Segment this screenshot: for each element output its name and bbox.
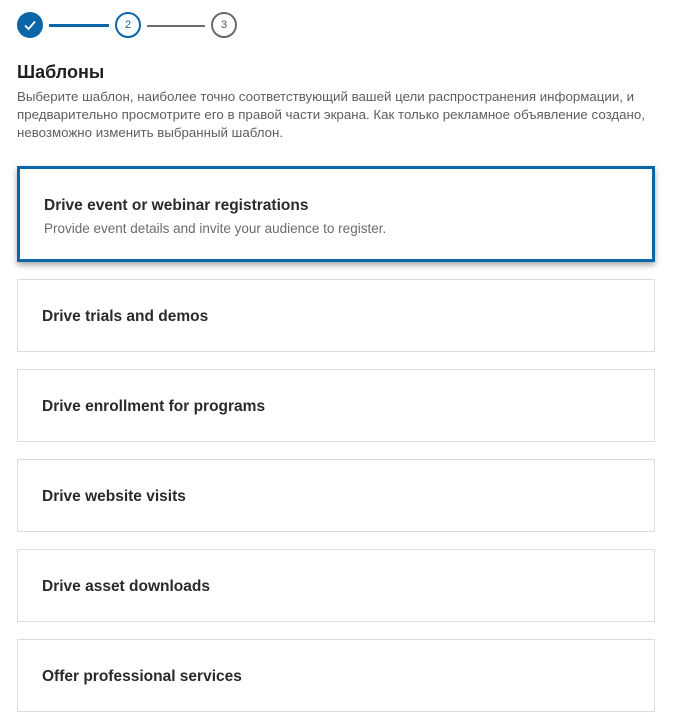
template-card-professional-services[interactable] <box>17 639 655 712</box>
template-card-website-visits[interactable] <box>17 459 655 532</box>
progress-stepper <box>17 12 257 42</box>
template-card-title: Drive enrollment for programs <box>42 398 266 415</box>
step-2-current[interactable]: 2 <box>115 12 141 38</box>
section-description: Выберите шаблон, наиболее точно соответствующий вашей цели распространения информации, и предварительно просмотрите его в правой части экрана. Как только рекламное объявление создано, невозможно изменить выбранный шаблон. <box>17 89 645 140</box>
step-1-completed[interactable] <box>17 12 43 38</box>
template-card-title: Drive website visits <box>42 488 186 505</box>
template-card-event-registrations[interactable] <box>17 166 655 262</box>
step-connector <box>147 25 205 27</box>
template-card-trials-demos[interactable] <box>17 279 655 352</box>
template-card-title: Offer professional services <box>42 668 242 685</box>
template-card-asset-downloads[interactable] <box>17 549 655 622</box>
template-card-subtitle: Provide event details and invite your audience to register. <box>44 221 387 236</box>
template-card-title: Drive asset downloads <box>42 578 210 595</box>
section-title: Шаблоны <box>17 62 105 82</box>
step-3-upcoming[interactable]: 3 <box>211 12 237 38</box>
template-card-title: Drive trials and demos <box>42 308 209 325</box>
step-connector <box>49 24 109 27</box>
template-card-enrollment[interactable] <box>17 369 655 442</box>
template-card-title: Drive event or webinar registrations <box>44 197 309 214</box>
checkmark-icon <box>23 18 37 32</box>
